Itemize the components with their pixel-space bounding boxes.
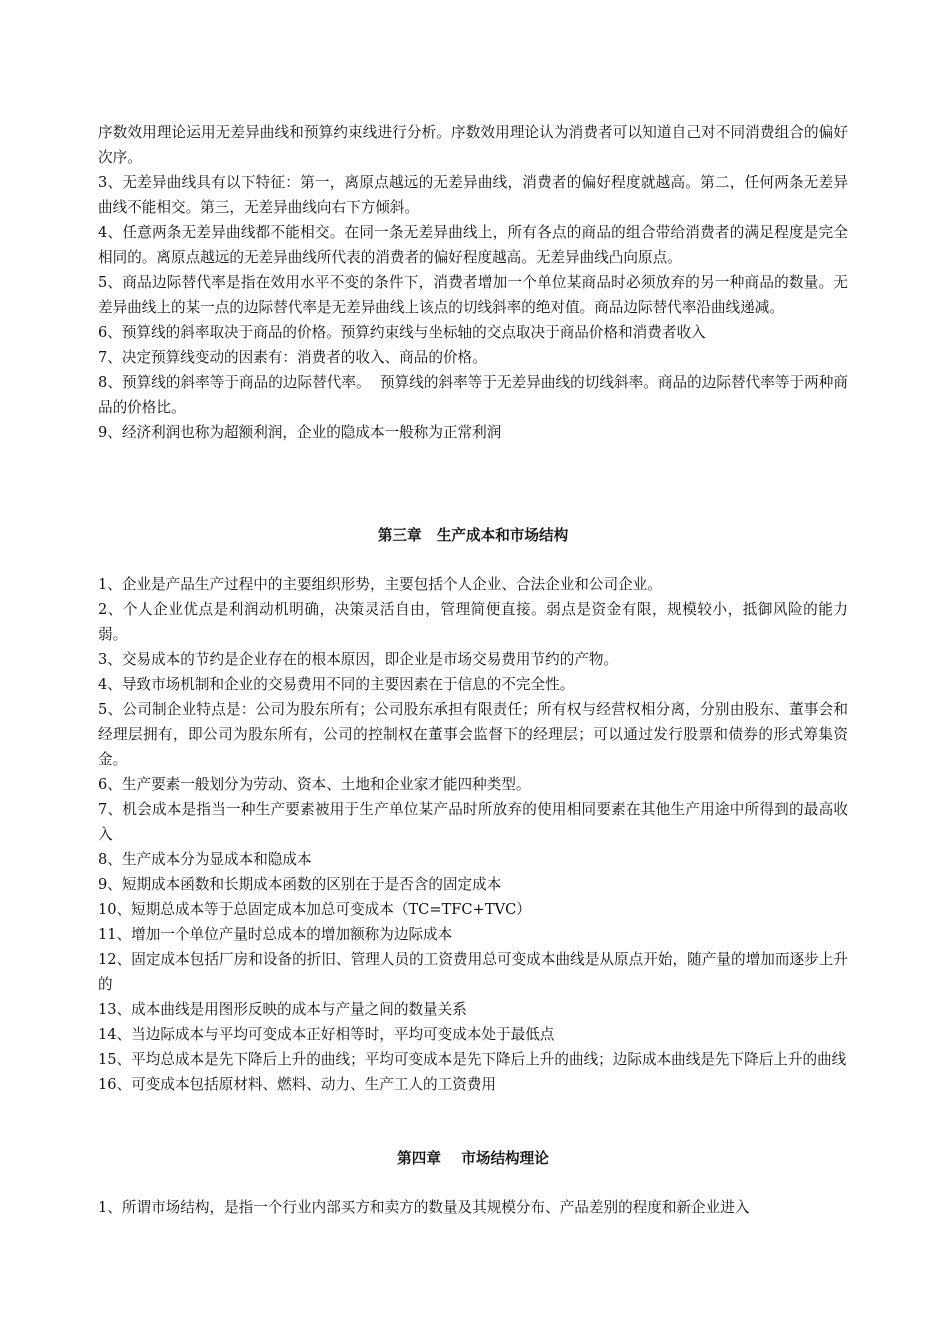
paragraph: 9、短期成本函数和长期成本函数的区别在于是否含的固定成本 (98, 876, 502, 893)
paragraph: 5、商品边际替代率是指在效用水平不变的条件下，消费者增加一个单位某商品时必须放弃的另一种商品的数量。无差异曲线上的某一点的边际替代率是无差异曲线上该点的切线斜率的绝对值。商品边际替代率沿曲线递减。 (98, 274, 848, 316)
paragraph: 序数效用理论运用无差异曲线和预算约束线进行分析。序数效用理论认为消费者可以知道自己对不同消费组合的偏好次序。 (98, 124, 848, 166)
paragraph: 7、机会成本是指当一种生产要素被用于生产单位某产品时所放弃的使用相同要素在其他生产用途中所得到的最高收入 (98, 801, 848, 843)
paragraph: 3、无差异曲线具有以下特征：第一，离原点越远的无差异曲线，消费者的偏好程度就越高。第二，任何两条无差异曲线不能相交。第三，无差异曲线向右下方倾斜。 (98, 174, 848, 216)
paragraph: 14、当边际成本与平均可变成本正好相等时，平均可变成本处于最低点 (98, 1026, 555, 1043)
paragraph: 8、预算线的斜率等于商品的边际替代率。 预算线的斜率等于无差异曲线的切线斜率。商品的边际替代率等于两种商品的价格比。 (98, 374, 848, 416)
paragraph: 7、决定预算线变动的因素有：消费者的收入、商品的价格。 (98, 349, 487, 366)
paragraph: 1、企业是产品生产过程中的主要组织形势，主要包括个人企业、合法企业和公司企业。 (98, 576, 662, 593)
paragraph: 6、生产要素一般划分为劳动、资本、土地和企业家才能四种类型。 (98, 776, 531, 793)
paragraph: 3、交易成本的节约是企业存在的根本原因，即企业是市场交易费用节约的产物。 (98, 651, 619, 668)
paragraph: 5、公司制企业特点是：公司为股东所有；公司股东承担有限责任；所有权与经营权相分离，分别由股东、董事会和经理层拥有，即公司为股东所有，公司的控制权在董事会监督下的经理层；可以通过发行股票和债券的形式筹集资金。 (98, 701, 848, 768)
paragraph: 12、固定成本包括厂房和设备的折旧、管理人员的工资费用总可变成本曲线是从原点开始，随产量的增加而逐步上升的 (98, 951, 848, 993)
paragraph: 11、增加一个单位产量时总成本的增加额称为边际成本 (98, 926, 453, 943)
chapter4-section (98, 1195, 848, 1220)
paragraph: 8、生产成本分为显成本和隐成本 (98, 851, 312, 868)
paragraph: 16、可变成本包括原材料、燃料、动力、生产工人的工资费用 (98, 1076, 497, 1093)
paragraph: 4、导致市场机制和企业的交易费用不同的主要因素在于信息的不完全性。 (98, 676, 575, 693)
chapter3-title: 第三章 生产成本和市场结构 (377, 527, 569, 544)
paragraph: 15、平均总成本是先下降后上升的曲线；平均可变成本是先下降后上升的曲线；边际成本曲线是先下降后上升的曲线 (98, 1051, 847, 1068)
chapter3-heading-block (98, 523, 848, 548)
paragraph: 2、个人企业优点是利润动机明确，决策灵活自由，管理简便直接。弱点是资金有限，规模较小，抵御风险的能力弱。 (98, 601, 848, 643)
intro-section (98, 120, 848, 445)
chapter4-heading-block (98, 1146, 848, 1171)
paragraph: 9、经济利润也称为超额利润，企业的隐成本一般称为正常利润 (98, 424, 502, 441)
paragraph: 6、预算线的斜率取决于商品的价格。预算约束线与坐标轴的交点取决于商品价格和消费者收入 (98, 324, 706, 341)
chapter4-title: 第四章 市场结构理论 (397, 1150, 549, 1167)
paragraph: 10、短期总成本等于总固定成本加总可变成本（TC=TFC+TVC） (98, 901, 531, 918)
paragraph: 13、成本曲线是用图形反映的成本与产量之间的数量关系 (98, 1001, 467, 1018)
paragraph: 4、任意两条无差异曲线都不能相交。在同一条无差异曲线上，所有各点的商品的组合带给消费者的满足程度是完全相同的。离原点越远的无差异曲线所代表的消费者的偏好程度越高。无差异曲线凸向原点。 (98, 224, 848, 266)
paragraph: 1、所谓市场结构，是指一个行业内部买方和卖方的数量及其规模分布、产品差别的程度和新企业进入 (98, 1199, 750, 1216)
chapter3-section (98, 572, 848, 1097)
